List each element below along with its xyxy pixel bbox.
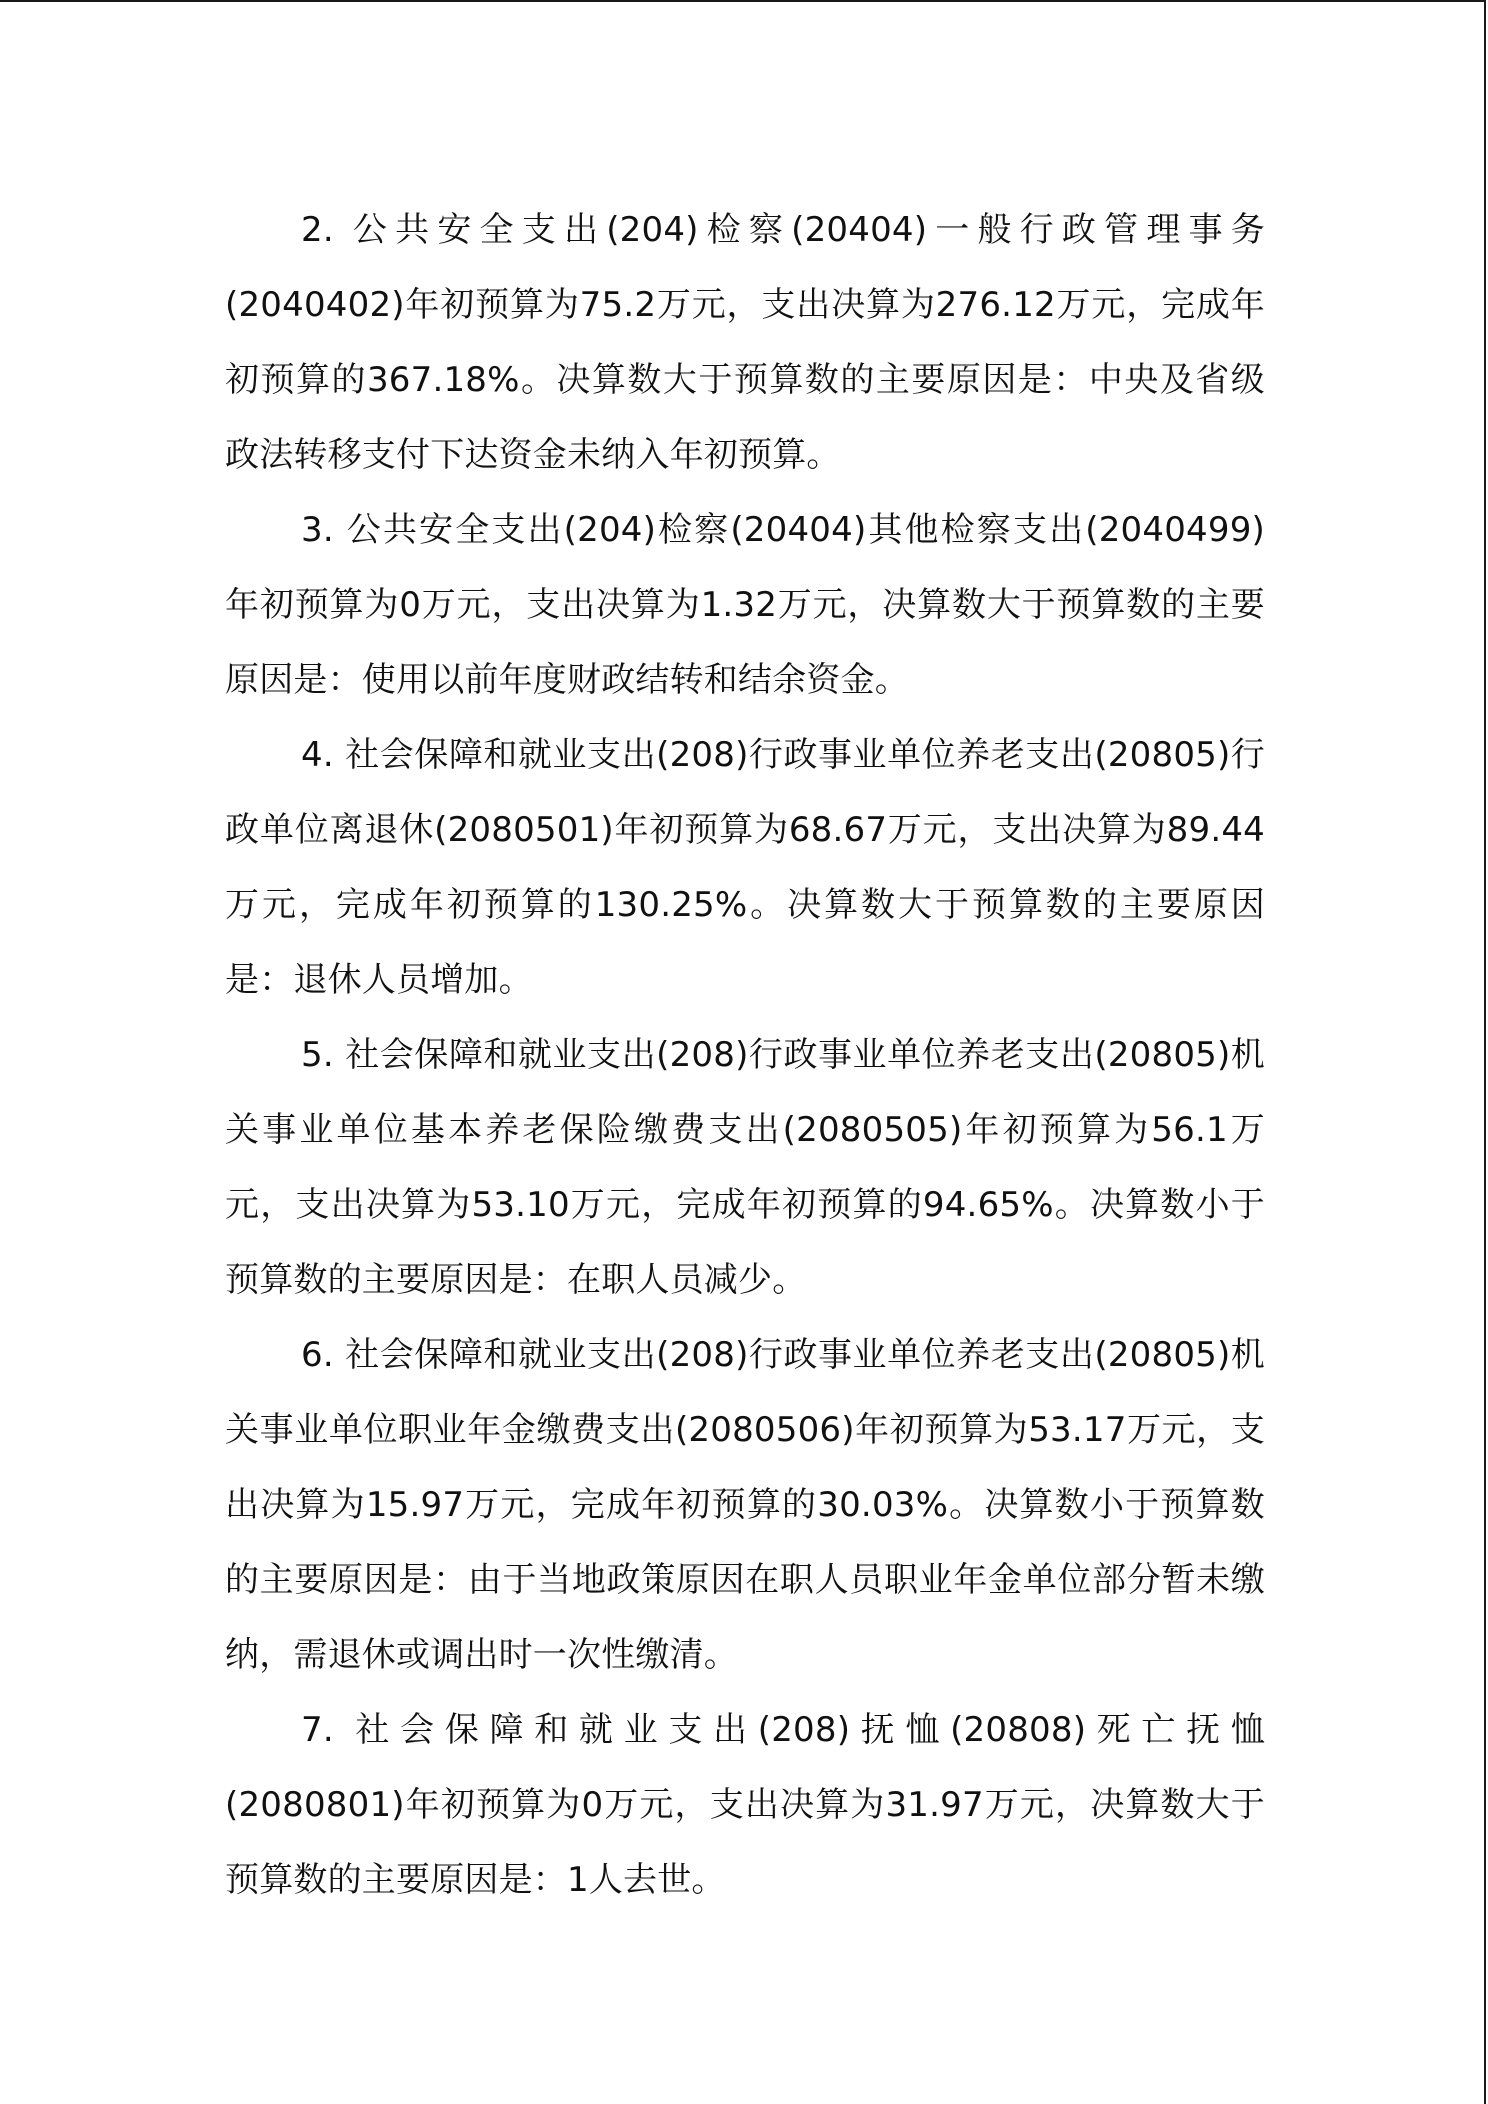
paragraph-item-4: 4. 社会保障和就业支出(208)行政事业单位养老支出(20805)行政单位离退休(2080501)年初预算为68.67万元，支出决算为89.44万元，完成年初预算的130.25%。决算数大于预算数的主要原因是：退休人员增加。 bbox=[225, 735, 1265, 1000]
paragraph-item-5: 5. 社会保障和就业支出(208)行政事业单位养老支出(20805)机关事业单位基本养老保险缴费支出(2080505)年初预算为56.1万元，支出决算为53.10万元，完成年初预算的94.65%。决算数小于预算数的主要原因是：在职人员减少。 bbox=[225, 1035, 1265, 1300]
paragraph-item-7: 7. 社会保障和就业支出(208)抚恤(20808)死亡抚恤(2080801)年初预算为0万元，支出决算为31.97万元，决算数大于预算数的主要原因是：1人去世。 bbox=[225, 1710, 1265, 1900]
paragraph-item-2: 2. 公共安全支出(204)检察(20404)一般行政管理事务(2040402)年初预算为75.2万元，支出决算为276.12万元，完成年初预算的367.18%。决算数大于预算数的主要原因是：中央及省级政法转移支付下达资金未纳入年初预算。 bbox=[225, 210, 1265, 475]
document-body bbox=[225, 193, 1265, 1918]
paragraph-item-6: 6. 社会保障和就业支出(208)行政事业单位养老支出(20805)机关事业单位职业年金缴费支出(2080506)年初预算为53.17万元，支出决算为15.97万元，完成年初预算的30.03%。决算数小于预算数的主要原因是：由于当地政策原因在职人员职业年金单位部分暂未缴纳，需退休或调出时一次性缴清。 bbox=[225, 1335, 1265, 1675]
paragraph-item-3: 3. 公共安全支出(204)检察(20404)其他检察支出(2040499)年初预算为0万元，支出决算为1.32万元，决算数大于预算数的主要原因是：使用以前年度财政结转和结余资金。 bbox=[225, 510, 1265, 700]
